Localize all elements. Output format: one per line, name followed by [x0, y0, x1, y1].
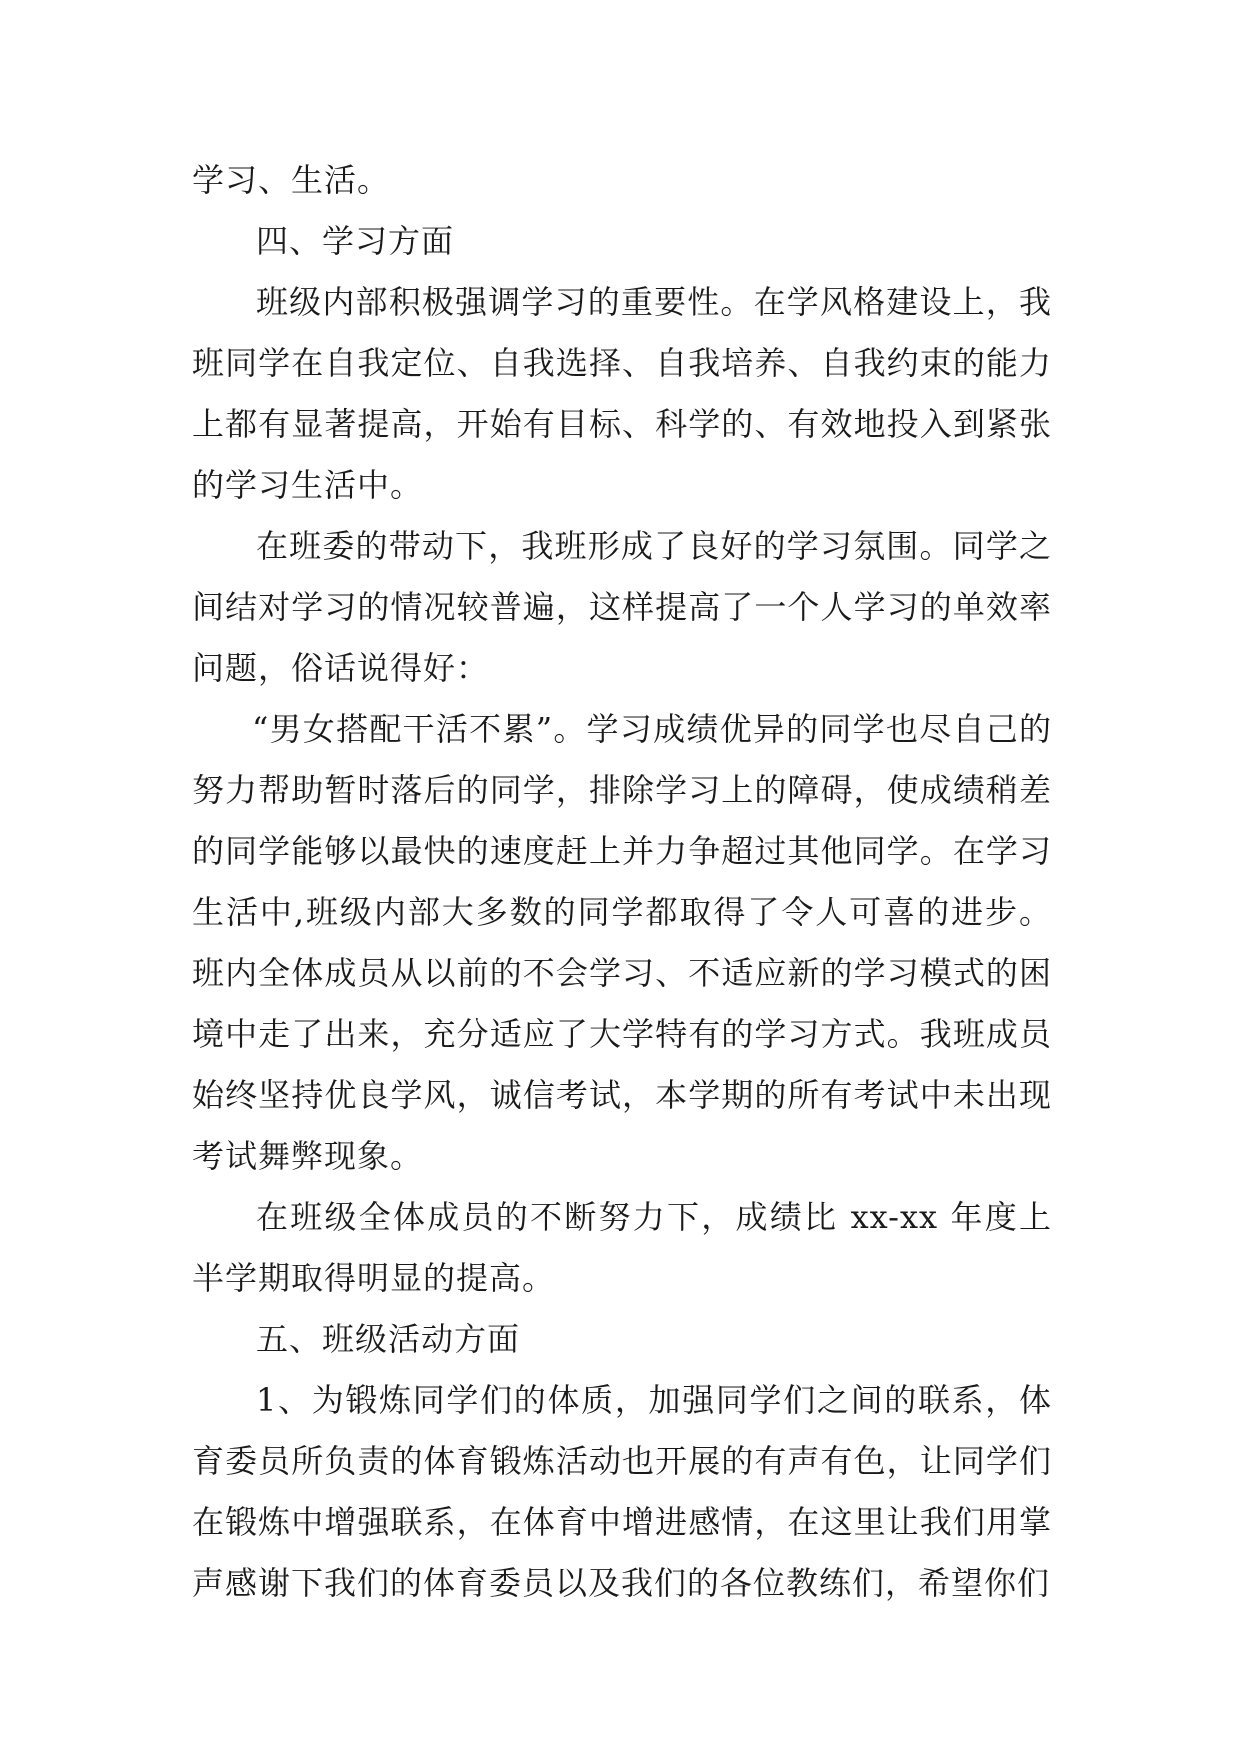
paragraph-study-progress: “男女搭配干活不累”。学习成绩优异的同学也尽自己的努力帮助暂时落后的同学，排除学习上的障碍，使成绩稍差的同学能够以最快的速度赶上并力争超过其他同学。在学习生活中,班级内部大多数的同学都取得了令人可喜的进步。班内全体成员从以前的不会学习、不适应新的学习模式的困境中走了出来，充分适应了大学特有的学习方式。我班成员始终坚持优良学风，诚信考试，本学期的所有考试中未出现考试舞弊现象。 — [192, 710, 1052, 1175]
paragraph-continuation: 学习、生活。 — [192, 161, 391, 199]
paragraph-sports-activities: 1、为锻炼同学们的体质，加强同学们之间的联系，体育委员所负责的体育锻炼活动也开展的有声有色，让同学们在锻炼中增强联系，在体育中增进感情，在这里让我们用掌声感谢下我们的体育委员以及我们的各位教练们，希望你们 — [192, 1381, 1052, 1602]
paragraph-study-atmosphere: 在班委的带动下，我班形成了良好的学习氛围。同学之间结对学习的情况较普遍，这样提高了一个人学习的单效率问题，俗话说得好： — [192, 527, 1052, 687]
paragraph-study-importance: 班级内部积极强调学习的重要性。在学风格建设上，我班同学在自我定位、自我选择、自我培养、自我约束的能力上都有显著提高，开始有目标、科学的、有效地投入到紧张的学习生活中。 — [192, 283, 1052, 504]
paragraph-grade-improvement: 在班级全体成员的不断努力下，成绩比 xx-xx 年度上半学期取得明显的提高。 — [192, 1198, 1052, 1297]
document-body — [192, 150, 1052, 1614]
section-heading-study: 四、学习方面 — [256, 222, 455, 260]
section-heading-activities: 五、班级活动方面 — [256, 1320, 521, 1358]
